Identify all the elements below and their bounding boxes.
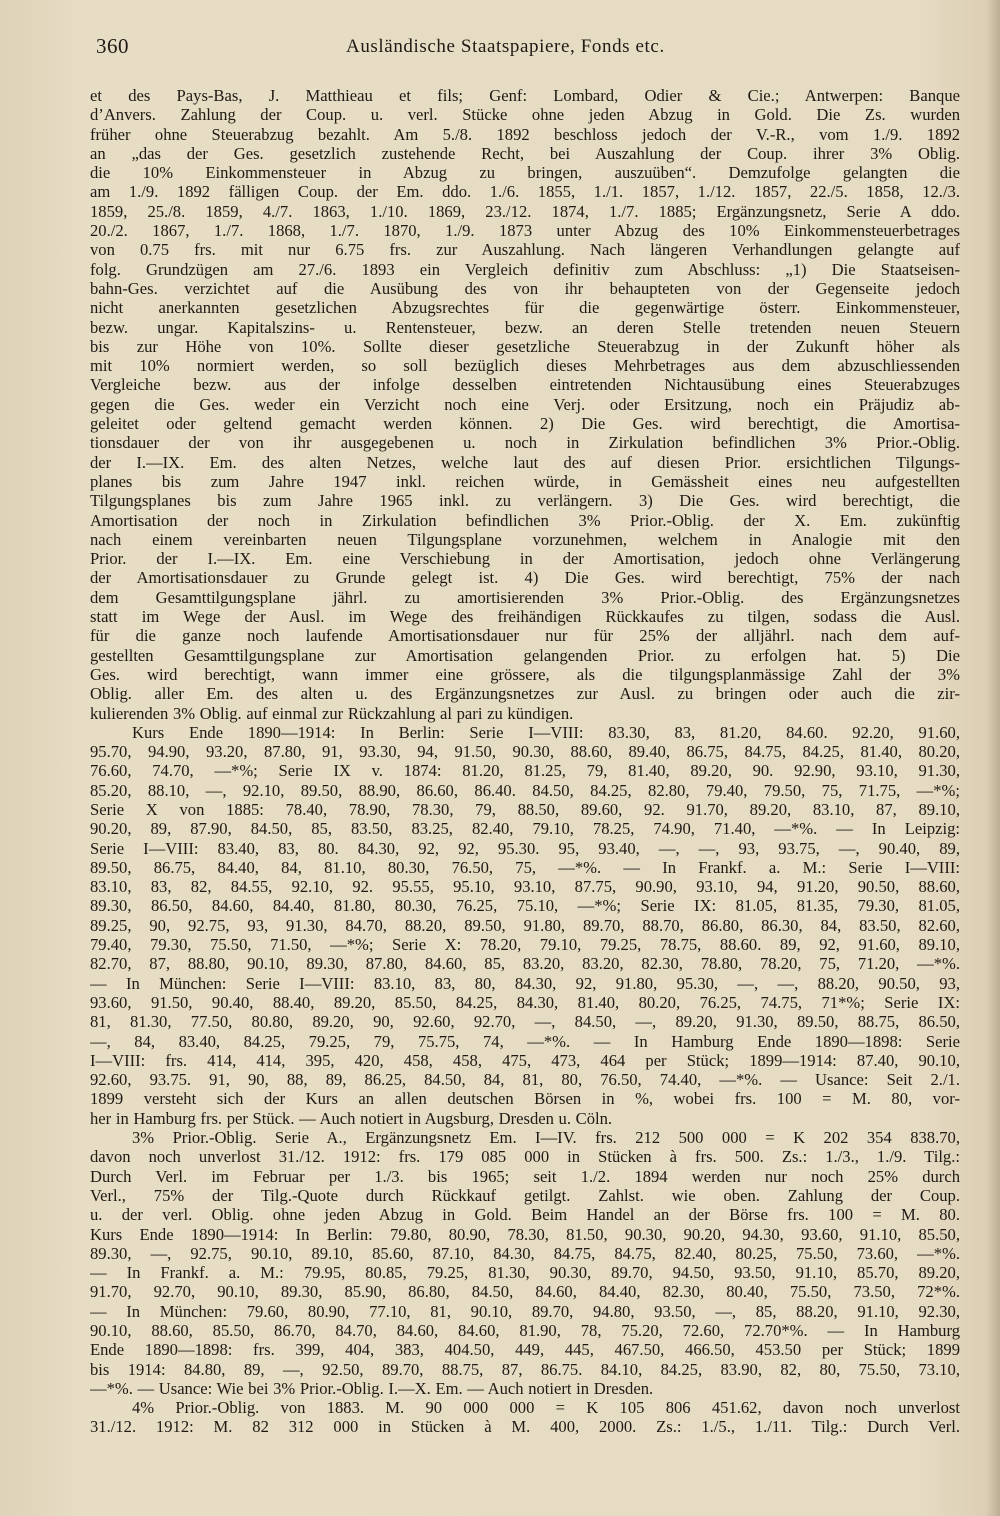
text-line: 4% Prior.-Oblig. von 1883. M. 90 000 000 = K 105 806 451.62, davon noch unverlost	[132, 1398, 960, 1418]
text-line: 1899 versteht sich der Kurs an allen deutschen Börsen in %, wobei frs. 100 = M. 80, vor-	[90, 1089, 960, 1109]
page-header	[96, 34, 896, 64]
text-line: planes bis zum Jahre 1947 inkl. reichen würde, in Gemässheit eines neu aufgestellten	[90, 471, 960, 491]
text-line: her in Hamburg frs. per Stück. — Auch notiert in Augsburg, Dresden u. Cöln.	[90, 1108, 613, 1128]
text-line: d’Anvers. Zahlung der Coup. u. verl. Stücke ohne jeden Abzug in Gold. Die Zs. wurden	[90, 105, 960, 125]
page-number: 360	[96, 34, 129, 58]
text-line: et des Pays-Bas, J. Matthieau et fils; Genf: Lombard, Odier & Cie.; Antwerpen: Banque	[90, 86, 960, 105]
text-line: u. der verl. Oblig. ohne jeden Abzug in Gold. Beim Handel an der Börse frs. 100 = M. 80.	[90, 1205, 960, 1225]
text-line: 1859, 25./8. 1859, 4./7. 1863, 1./10. 1869, 23./12. 1874, 1./7. 1885; Ergänzungsnetz, Serie A ddo.	[90, 201, 960, 221]
text-line: bis 1914: 84.80, 89, —, 92.50, 89.70, 88.75, 87, 86.75. 84.10, 84.25, 83.90, 82, 80, 75.50, 73.10,	[90, 1359, 960, 1379]
text-line: Ges. wird berechtigt, wann immer eine grössere, als die tilgungsplanmässige Zahl der 3%	[90, 664, 960, 684]
text-line: statt im Wege der Ausl. im Wege des freihändigen Rückkaufes zu tilgen, sodass die Ausl.	[90, 607, 960, 627]
text-line: 89.30, 86.50, 84.60, 84.40, 81.80, 80.30, 76.25, 75.10, —*%; Serie IX: 81.05, 81.35, 79.30, 81.05,	[90, 896, 960, 916]
text-line: 3% Prior.-Oblig. Serie A., Ergänzungsnetz Em. I—IV. frs. 212 500 000 = K 202 354 838.70,	[132, 1128, 960, 1148]
text-line: 95.70, 94.90, 93.20, 87.80, 91, 93.30, 94, 91.50, 90.30, 88.60, 89.40, 86.75, 84.75, 84.25, 81.40, 80.20,	[90, 742, 960, 762]
text-line: Amortisation der noch in Zirkulation befindlichen 3% Prior.-Oblig. der X. Em. zukünftig	[90, 510, 960, 530]
text-line: Serie X von 1885: 78.40, 78.90, 78.30, 79, 88.50, 89.60, 92. 91.70, 89.20, 83.10, 87, 89.10,	[90, 799, 960, 819]
text-line: an „das der Ges. gesetzlich zustehende Recht, bei Auszahlung der Coup. ihrer 3% Oblig.	[90, 143, 960, 163]
text-line: 20./2. 1867, 1./7. 1868, 1./7. 1870, 1./9. 1873 unter Abzug des 10% Einkommensteuerbetrages	[90, 221, 960, 241]
page-edge-shadow	[986, 0, 1000, 1516]
text-line: die 10% Einkommensteuer in Abzug zu bringen, auszuüben“. Demzufolge gelangten die	[90, 163, 960, 183]
text-line: von 0.75 frs. mit nur 6.75 frs. zur Auszahlung. Nach längeren Verhandlungen gelangte auf	[90, 240, 960, 260]
text-line: bahn-Ges. verzichtet auf die Ausübung des von ihr behaupteten von der Gegenseite jedoch	[90, 278, 960, 298]
text-line: 91.70, 92.70, 90.10, 89.30, 85.90, 86.80, 84.50, 84.60, 84.40, 82.30, 80.40, 75.50, 73.50, 72*%.	[90, 1282, 960, 1302]
text-line: tionsdauer der von ihr ausgegebenen u. noch in Zirkulation befindlichen 3% Prior.-Oblig.	[90, 433, 960, 453]
text-line: für die ganze noch laufende Amortisationsdauer nur für 25% der alljährl. nach dem auf-	[90, 626, 960, 646]
text-line: 90.20, 89, 87.90, 84.50, 85, 83.50, 83.25, 82.40, 79.10, 78.25, 74.90, 71.40, —*%. — In Leipzig:	[90, 819, 960, 839]
text-line: — In München: 79.60, 80.90, 77.10, 81, 90.10, 89.70, 94.80, 93.50, —, 85, 88.20, 91.10, 92.30,	[90, 1301, 960, 1321]
text-line: 90.10, 88.60, 85.50, 86.70, 84.70, 84.60, 84.60, 81.90, 78, 75.20, 72.60, 72.70*%. — In Hamburg	[90, 1321, 960, 1340]
text-line: gegen die Ges. weder ein Verzicht noch eine Verj. oder Ersitzung, noch ein Präjudiz ab-	[90, 394, 960, 414]
text-line: mit 10% normiert werden, so soll bezüglich dieses Mehrbetrages aus dem abzuschliessenden	[90, 356, 960, 376]
text-line: 82.70, 87, 88.80, 90.10, 89.30, 87.80, 84.60, 85, 83.20, 83.20, 82.30, 78.80, 78.20, 75, 71.20, —*%.	[90, 954, 960, 974]
text-line: Serie I—VIII: 83.40, 83, 80. 84.30, 92, 92, 95.30. 95, 93.40, —, —, 93, 93.75, —, 90.40, 89,	[90, 838, 960, 858]
text-line: Verl., 75% der Tilg.-Quote durch Rückkauf getilgt. Zahlst. wie oben. Zahlung der Coup.	[90, 1185, 960, 1205]
text-line: 85.20, 88.10, —, 92.10, 89.50, 88.90, 86.60, 86.40. 84.50, 84.25, 82.80, 79.40, 79.50, 75, 71.75, —*%;	[90, 780, 960, 800]
text-line: Oblig. aller Em. des alten u. des Ergänzungsnetzes zur Ausl. zu bringen oder auch die zir-	[90, 684, 960, 704]
text-line: am 1./9. 1892 fälligen Coup. der Em. ddo. 1./6. 1855, 1./1. 1857, 1./12. 1857, 22./5. 1858, 12./3.	[90, 182, 960, 202]
text-line: Ende 1890—1898: frs. 399, 404, 383, 404.50, 449, 445, 467.50, 466.50, 453.50 per Stück; 1899	[90, 1340, 960, 1360]
text-line: Vergleiche bezw. aus der infolge desselben eintretenden Nichtausübung eines Steuerabzuges	[90, 375, 960, 395]
text-line: 31./12. 1912: M. 82 312 000 in Stücken à M. 400, 2000. Zs.: 1./5., 1./11. Tilg.: Durch Verl.	[90, 1417, 960, 1437]
text-line: 89.50, 86.75, 84.40, 84, 81.10, 80.30, 76.50, 75, —*%. — In Frankf. a. M.: Serie I—VIII:	[90, 857, 960, 877]
text-line: kulierenden 3% Oblig. auf einmal zur Rückzahlung al pari zu kündigen.	[90, 703, 574, 723]
text-line: bezw. ungar. Kapitalszins- u. Rentensteuer, bezw. an deren Stelle tretenden neuen Steuern	[90, 317, 960, 337]
text-line: —*%. — Usance: Wie bei 3% Prior.-Oblig. I.—X. Em. — Auch notiert in Dresden.	[90, 1378, 654, 1398]
text-line: —, 84, 83.40, 84.25, 79.25, 79, 75.75, 74, —*%. — In Hamburg Ende 1890—1898: Serie	[90, 1031, 960, 1051]
text-line: bis zur Höhe von 10%. Sollte dieser gesetzliche Steuerabzug in der Zukunft höher als	[90, 336, 960, 356]
text-line: I—VIII: frs. 414, 414, 395, 420, 458, 458, 475, 473, 464 per Stück; 1899—1914: 87.40, 90.10,	[90, 1050, 960, 1070]
text-line: 89.25, 90, 92.75, 93, 91.30, 84.70, 88.20, 89.50, 91.80, 89.70, 88.70, 86.80, 86.30, 84, 83.50, 82.60,	[90, 915, 960, 935]
text-line: — In Frankf. a. M.: 79.95, 80.85, 79.25, 81.30, 90.30, 89.70, 94.50, 93.50, 91.10, 85.70, 89.20,	[90, 1263, 960, 1283]
text-line: der Amortisationsdauer zu Grunde gelegt ist. 4) Die Ges. wird berechtigt, 75% der nach	[90, 568, 960, 588]
text-line: 79.40, 79.30, 75.50, 71.50, —*%; Serie X: 78.20, 79.10, 79.25, 78.75, 88.60. 89, 92, 91.60, 89.10,	[90, 935, 960, 955]
text-line: 93.60, 91.50, 90.40, 88.40, 89.20, 85.50, 84.25, 84.30, 81.40, 80.20, 76.25, 74.75, 71*%; Serie IX:	[90, 992, 960, 1012]
text-line: früher ohne Steuerabzug bezahlt. Am 5./8. 1892 beschloss jedoch der V.-R., vom 1./9. 1892	[90, 124, 960, 144]
text-line: dem Gesamttilgungsplane jährl. zu amortisierenden 3% Prior.-Oblig. des Ergänzungsnetzes	[90, 587, 960, 607]
text-line: geleitet oder geltend gemacht werden können. 2) Die Ges. wird berechtigt, die Amortisa-	[90, 414, 960, 434]
text-line: — In München: Serie I—VIII: 83.10, 83, 80, 84.30, 92, 91.80, 95.30, —, —, 88.20, 90.50, 93,	[90, 973, 960, 993]
text-line: nicht anerkannten gesetzlichen Abzugsrechtes für die gegenwärtige österr. Einkommensteuer,	[90, 298, 960, 318]
running-title: Ausländische Staatspapiere, Fonds etc.	[346, 36, 665, 57]
text-line: der I.—IX. Em. des alten Netzes, welche laut des auf diesen Prior. ersichtlichen Tilgungs-	[90, 452, 960, 472]
body-text	[90, 86, 960, 1437]
text-line: nach einem vereinbarten neuen Tilgungsplane vorzunehmen, welchem in Analogie mit den	[90, 529, 960, 549]
text-line: Durch Verl. im Februar per 1./3. bis 1965; seit 1./2. 1894 werden nur noch 25% durch	[90, 1166, 960, 1186]
text-line: 81, 81.30, 77.50, 80.80, 89.20, 90, 92.60, 92.70, —, 84.50, —, 89.20, 91.30, 89.50, 88.75, 86.50,	[90, 1012, 960, 1032]
text-line: folg. Grundzügen am 27./6. 1893 ein Vergleich definitiv zum Abschluss: „1) Die Staatseisen-	[90, 259, 960, 279]
text-line: 76.60, 74.70, —*%; Serie IX v. 1874: 81.20, 81.25, 79, 81.40, 89.20, 90. 92.90, 93.10, 91.30,	[90, 761, 960, 781]
text-line: Kurs Ende 1890—1914: In Berlin: Serie I—VIII: 83.30, 83, 81.20, 84.60. 92.20, 91.60,	[132, 722, 960, 742]
text-line: Tilgungsplanes bis zum Jahre 1965 inkl. zu verlängern. 3) Die Ges. wird berechtigt, die	[90, 491, 960, 511]
text-line: Kurs Ende 1890—1914: In Berlin: 79.80, 80.90, 78.30, 81.50, 90.30, 90.20, 94.30, 93.60, 91.10, 85.50,	[90, 1224, 960, 1244]
text-line: Prior. der I.—IX. Em. eine Verschiebung in der Amortisation, jedoch ohne Verlängerung	[90, 549, 960, 569]
text-line: 89.30, —, 92.75, 90.10, 89.10, 85.60, 87.10, 84.30, 84.75, 84.75, 82.40, 80.25, 75.50, 73.60, —*%.	[90, 1243, 960, 1263]
text-line: gestellten Gesamttilgungsplane zur Amortisation gelangenden Prior. zu erfolgen hat. 5) Die	[90, 645, 960, 665]
text-line: 92.60, 93.75. 91, 90, 88, 89, 86.25, 84.50, 84, 81, 80, 76.50, 74.40, —*%. — Usance: Seit 2./1.	[90, 1070, 960, 1090]
text-line: davon noch unverlost 31./12. 1912: frs. 179 085 000 in Stücken à frs. 500. Zs.: 1./3., 1./9. Tilg.:	[90, 1147, 960, 1167]
text-line: 83.10, 83, 82, 84.55, 92.10, 92. 95.55, 95.10, 93.10, 87.75, 90.90, 93.10, 94, 91.20, 90.50, 88.60,	[90, 877, 960, 897]
